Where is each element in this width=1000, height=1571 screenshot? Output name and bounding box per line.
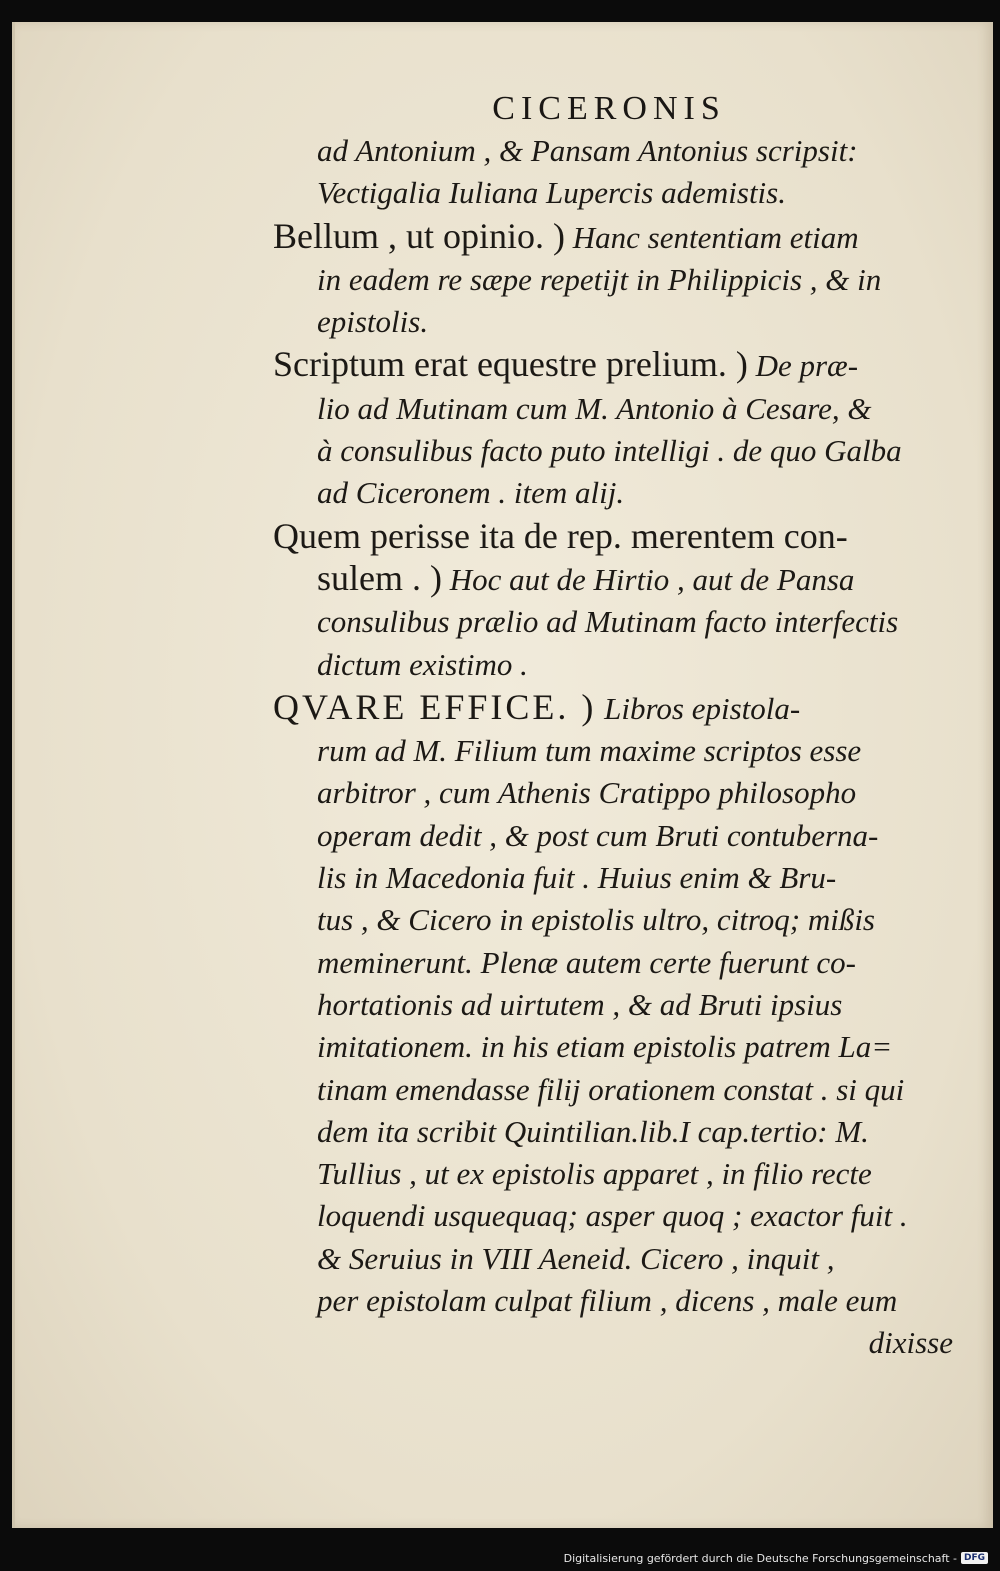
text-line [273,557,953,601]
text-line: lis in Macedonia fuit . Huius enim & Bru- [317,860,837,896]
text-line: Vectigalia Iuliana Lupercis ademistis. [317,175,786,211]
footer-credit [564,1548,988,1568]
lemma: Scriptum erat equestre prelium. ) [273,344,748,385]
commentary: De præ- [755,348,859,384]
text-line: arbitror , cum Athenis Cratippo philosopho [317,775,857,811]
text-line: per epistolam culpat filium , dicens , male eum [317,1283,898,1319]
text-line: loquendi usquequaq; asper quoq ; exactor fuit . [317,1198,908,1234]
text-entry [273,130,953,215]
lemma: QVARE EFFICE. ) [273,686,597,727]
text-line: & Seruius in VIII Aeneid. Cicero , inquit , [317,1240,835,1276]
dfg-logo-icon: DFG [961,1552,988,1564]
text-line: lio ad Mutinam cum M. Antonio à Cesare, & [317,390,872,426]
text-line: meminerunt. Plenæ autem certe fuerunt co- [317,944,856,980]
text-line [273,215,953,259]
text-line: epistolis. [317,304,429,340]
text-line [273,343,953,387]
text-line: tinam emendasse filij orationem constat . si qui [317,1071,905,1107]
text-line: in eadem re sæpe repetijt in Philippicis , & in [317,261,882,297]
footer-text: Digitalisierung gefördert durch die Deutsche Forschungsgemeinschaft - [563,1551,957,1565]
text-line: imitationem. in his etiam epistolis patrem La= [317,1029,893,1065]
lemma: Quem perisse ita de rep. merentem con- [273,515,848,556]
text-line: rum ad M. Filium tum maxime scriptos esse [317,733,862,769]
text-line: ad Ciceronem . item alij. [317,475,625,511]
text-line: à consulibus facto puto intelligi . de quo Galba [317,433,902,469]
text-line: Tullius , ut ex epistolis apparet , in filio recte [317,1156,872,1192]
text-line: consulibus prælio ad Mutinam facto interfectis [317,604,899,640]
commentary: Hoc aut de Hirtio , aut de Pansa [449,561,855,597]
lemma-continued: sulem . ) [317,557,442,598]
text-line: ad Antonium , & Pansam Antonius scripsit: [317,133,858,168]
text-entry [273,343,953,514]
text-line: dictum existimo . [317,646,528,682]
text-entry [273,215,953,344]
text-line: dem ita scribit Quintilian.lib.I cap.tertio: M. [317,1113,869,1149]
text-entry [273,515,953,686]
book-page [12,22,993,1528]
text-line [273,686,953,730]
text-line: hortationis ad uirtutem , & ad Bruti ipsius [317,986,843,1022]
catchword: dixisse [868,1325,953,1361]
commentary: Hanc sententiam etiam [572,219,859,255]
running-header: CICERONIS [492,90,726,127]
text-line: tus , & Cicero in epistolis ultro, citroq; mißis [317,902,875,938]
commentary: Libros epistola- [604,690,801,726]
text-line: operam dedit , & post cum Bruti contuberna- [317,817,879,853]
page-text [273,130,953,1365]
text-entry [273,686,953,1365]
lemma: Bellum , ut opinio. ) [273,215,565,256]
